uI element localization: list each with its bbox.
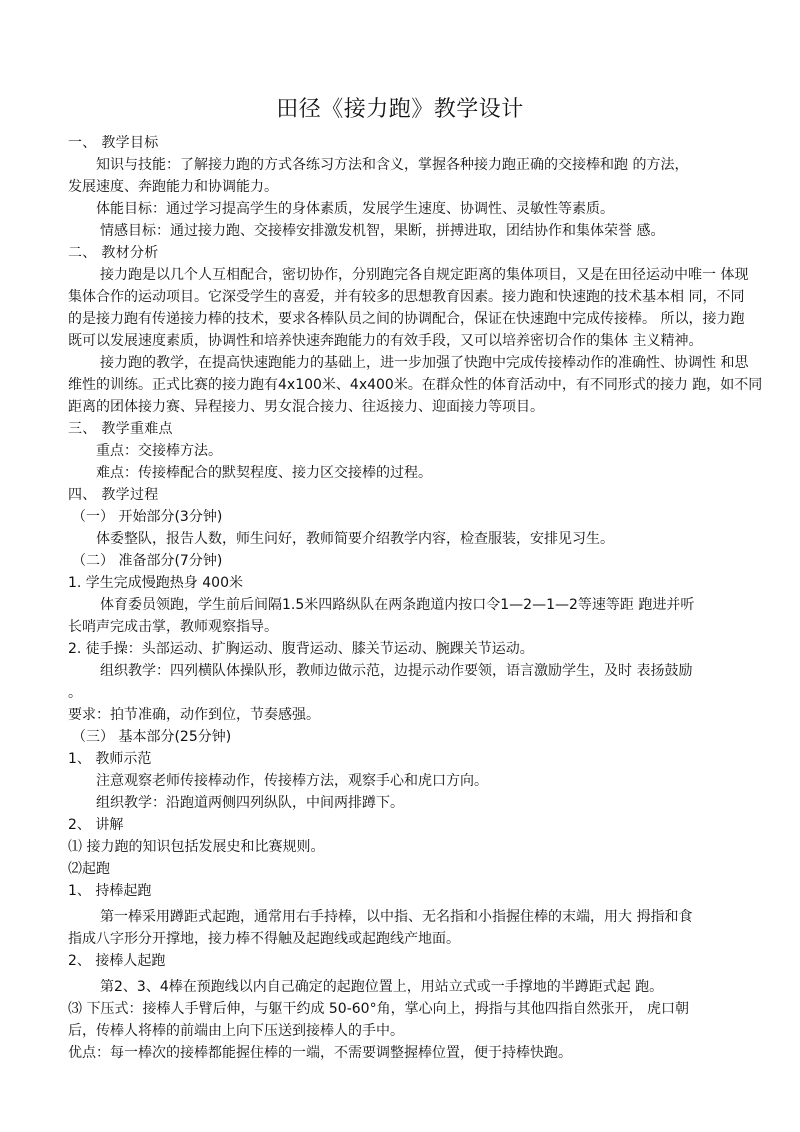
subheading-start-part: （一） 开始部分(3分钟)	[72, 509, 223, 525]
list-item: 1. 学生完成慢跑热身 400米	[68, 575, 243, 591]
section-heading-teaching-goals: 一、 教学目标	[68, 135, 159, 151]
paragraph-line: 集体合作的运动项目。它深受学生的喜爱，并有较多的思想教育因素。接力跑和快速跑的技术基本相 同，不同	[68, 289, 745, 305]
paragraph-line: 优点：每一棒次的接棒都能握住棒的一端，不需要调整握棒位置，便于持棒快跑。	[68, 1045, 572, 1061]
list-item: 1、 教师示范	[68, 751, 152, 767]
section-heading-material-analysis: 二、 教材分析	[68, 245, 159, 261]
paragraph-line: 注意观察老师传接棒动作，传接棒方法，观察手心和虎口方向。	[96, 773, 488, 789]
paragraph-line: 后，传棒人将棒的前端由上向下压送到接棒人的手中。	[68, 1023, 404, 1039]
list-item: 2、 讲解	[68, 817, 124, 833]
list-item: 1、 持棒起跑	[68, 883, 152, 899]
paragraph-line: 体委整队，报告人数，师生问好，教师简要介绍教学内容，检查服装，安排见习生。	[96, 531, 614, 547]
paragraph-line: 知识与技能：了解接力跑的方式各练习方法和含义，掌握各种接力跑正确的交接棒和跑 的方法，	[96, 157, 689, 173]
paragraph-line: 。	[68, 685, 82, 701]
list-item: 2. 徒手操：头部运动、扩胸运动、腹背运动、膝关节运动、腕踝关节运动。	[68, 641, 534, 657]
paragraph-line: ⑶ 下压式：接棒人手臂后伸，与躯干约成 50-60°角，掌心向上，拇指与其他四指自然张开， 虎口朝	[68, 1001, 690, 1017]
paragraph-line: 接力跑的教学，在提高快速跑能力的基础上，进一步加强了快跑中完成传接棒动作的准确性、协调性 和思	[100, 355, 749, 371]
paragraph-line: 要求：拍节准确，动作到位，节奏感强。	[68, 707, 320, 723]
list-item: 2、 接棒人起跑	[68, 953, 166, 969]
paragraph-line: 情感目标：通过接力跑、交接棒安排激发机智，果断，拼搏进取，团结协作和集体荣誉 感。	[100, 223, 665, 239]
paragraph-line: 组织教学：四列横队体操队形，教师边做示范，边提示动作要领，语言激励学生，及时 表扬鼓励	[100, 663, 693, 679]
paragraph-line: 指成八字形分开撑地，接力棒不得触及起跑线或起跑线产地面。	[68, 931, 460, 947]
subheading-prep-part: （二） 准备部分(7分钟)	[72, 553, 223, 569]
paragraph-line: 维性的训练。正式比赛的接力跑有4x100米、4x400米。在群众性的体育活动中，有不同形式的接力 跑，如不同	[68, 377, 763, 393]
list-item: ⑴ 接力跑的知识包括发展史和比赛规则。	[68, 839, 325, 855]
paragraph-line: 重点：交接棒方法。	[96, 443, 222, 459]
paragraph-line: 距离的团体接力赛、异程接力、男女混合接力、往返接力、迎面接力等项目。	[68, 399, 544, 415]
paragraph-line: 接力跑是以几个人互相配合，密切协作，分别跑完各自规定距离的集体项目，又是在田径运动中唯一 体现	[100, 267, 749, 283]
paragraph-line: 难点：传接棒配合的默契程度、接力区交接棒的过程。	[96, 465, 432, 481]
paragraph-line: 体能目标：通过学习提高学生的身体素质，发展学生速度、协调性、灵敏性等素质。	[96, 201, 614, 217]
section-heading-teaching-process: 四、 教学过程	[68, 487, 159, 503]
section-heading-key-points: 三、 教学重难点	[68, 421, 173, 437]
paragraph-line: 第2、3、4棒在预跑线以内自己确定的起跑位置上，用站立式或一手撑地的半蹲距式起 跑。	[100, 979, 664, 995]
list-item: ⑵起跑	[68, 861, 110, 877]
paragraph-line: 长哨声完成击掌，教师观察指导。	[68, 619, 278, 635]
paragraph-line: 体育委员领跑，学生前后间隔1.5米四路纵队在两条跑道内按口令1—2—1—2等速等距 跑进并听	[100, 597, 695, 613]
document-title: 田径《接力跑》教学设计	[276, 97, 524, 122]
paragraph-line: 发展速度、奔跑能力和协调能力。	[68, 179, 278, 195]
subheading-basic-part: （三） 基本部分(25分钟)	[72, 729, 232, 745]
paragraph-line: 的是接力跑有传递接力棒的技术，要求各棒队员之间的协调配合，保证在快速跑中完成传接棒。 所以，接力跑	[68, 311, 745, 327]
paragraph-line: 第一棒采用蹲距式起跑，通常用右手持棒，以中指、无名指和小指握住棒的末端，用大 拇指和食	[100, 909, 693, 925]
paragraph-line: 组织教学：沿跑道两侧四列纵队，中间两排蹲下。	[96, 795, 404, 811]
paragraph-line: 既可以发展速度素质，协调性和培养快速奔跑能力的有效手段，又可以培养密切合作的集体 主义精神。	[68, 333, 703, 349]
